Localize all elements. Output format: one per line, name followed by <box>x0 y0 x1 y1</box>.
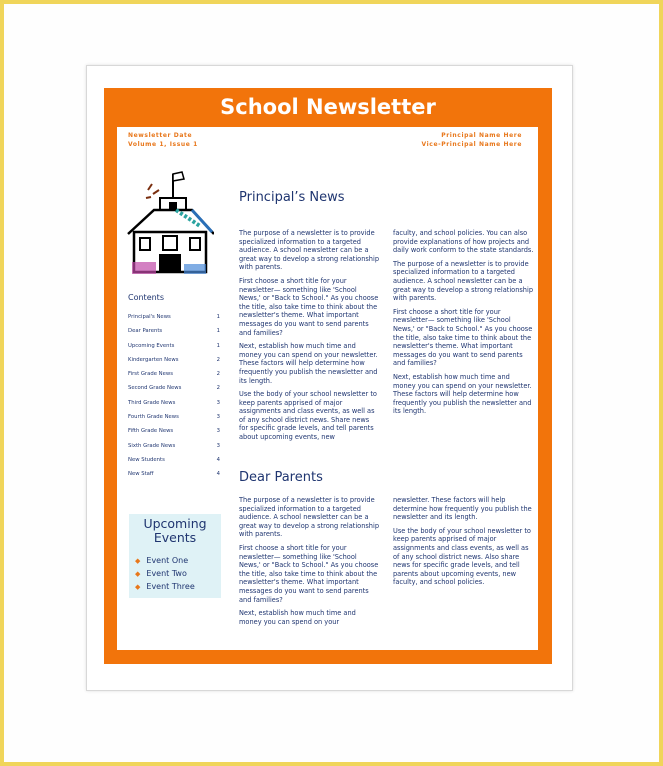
contents-heading: Contents <box>128 293 164 302</box>
diamond-bullet-icon: ◆ <box>135 583 141 591</box>
toc-item[interactable]: Kindergarten News 2 <box>128 356 220 363</box>
newsletter-date: Newsletter Date <box>128 132 193 139</box>
toc-item[interactable]: Principal's News 1 <box>128 314 220 320</box>
principals-news-col1: The purpose of a newsletter is to provide specialized information to a targeted audience. A school newsletter can be a great way to develop a strong relationship with parents. First choose a short title for your newsletter— something like 'School News,' or "Back to School." As you choose the title, also take time to think about the newsletter's theme. What important messages do you want to send parents and families? Next, establish how much time and money you can spend on your newsletter. These factors will help determine how frequently you publish the newsletter and its length. Use the body of your school newsletter to keep parents apprised of major assignments and class events, as well as of any school district news. Share news for specific grade levels, and tell parents about upcoming events, new <box>239 229 380 442</box>
dear-parents-col2: newsletter. These factors will help determine how frequently you publish the newsletter and its length. Use the body of your school newsletter to keep parents apprised of major assignments and class events, as well as of any school district news. Also share news for specific grade levels, and tell parents about upcoming events, new faculty, and school policies. <box>393 496 532 587</box>
event-item: ◆ Event Three <box>135 582 195 591</box>
diamond-bullet-icon: ◆ <box>135 557 141 565</box>
toc-item[interactable]: Second Grade News 2 <box>128 385 220 392</box>
diamond-bullet-icon: ◆ <box>135 570 141 578</box>
toc-item[interactable]: New Staff 4 <box>128 471 220 478</box>
toc-item[interactable]: Sixth Grade News 3 <box>128 442 220 449</box>
events-list <box>129 554 221 593</box>
principal-name: Principal Name Here <box>441 132 522 139</box>
events-heading: Upcoming Events <box>143 516 207 545</box>
toc-item[interactable]: Third Grade News 3 <box>128 399 220 406</box>
toc-item[interactable]: Fourth Grade News 3 <box>128 414 220 421</box>
toc-item[interactable]: Upcoming Events 1 <box>128 342 220 349</box>
toc-item[interactable]: First Grade News 2 <box>128 371 220 378</box>
meta-left <box>128 131 198 149</box>
toc-item[interactable]: Dear Parents 1 <box>128 328 220 335</box>
volume-issue: Volume 1, Issue 1 <box>128 141 198 148</box>
upcoming-events-box <box>129 514 221 598</box>
table-of-contents <box>128 310 220 482</box>
event-item: ◆ Event Two <box>135 569 187 578</box>
principals-news-col2: faculty, and school policies. You can also provide explanations of how projects and daily work conform to the state standards. The purpose of a newsletter is to provide specialized information to a targeted audience. A school newsletter can be a great way to develop a strong relationship with parents. First choose a short title for your newsletter— something like 'School News,' or "Back to School." As you choose the title, also take time to think about the newsletter's theme. What important messages do you want to send parents and families? Next, establish how much time and money you can spend on your newsletter. These factors will help determine how frequently you publish the newsletter and its length. <box>393 229 534 416</box>
event-item: ◆ Event One <box>135 556 189 565</box>
dear-parents-col1: The purpose of a newsletter is to provide specialized information to a targeted audience. A school newsletter can be a great way to develop a strong relationship with parents. First choose a short title for your newsletter— something like 'School News,' or "Back to School." As you choose the title, also take time to think about the newsletter's theme. What important messages do you want to send parents and families? Next, establish how much time and money you can spend on your <box>239 496 380 626</box>
vice-principal-name: Vice-Principal Name Here <box>421 141 522 148</box>
dear-parents-heading: Dear Parents <box>239 470 323 485</box>
schoolhouse-icon <box>126 170 214 276</box>
toc-item[interactable]: New Students 4 <box>128 456 220 463</box>
principals-news-heading: Principal’s News <box>239 190 345 205</box>
toc-item[interactable]: Fifth Grade News 3 <box>128 428 220 435</box>
newsletter-title: School Newsletter <box>220 95 436 119</box>
meta-right <box>390 131 522 149</box>
